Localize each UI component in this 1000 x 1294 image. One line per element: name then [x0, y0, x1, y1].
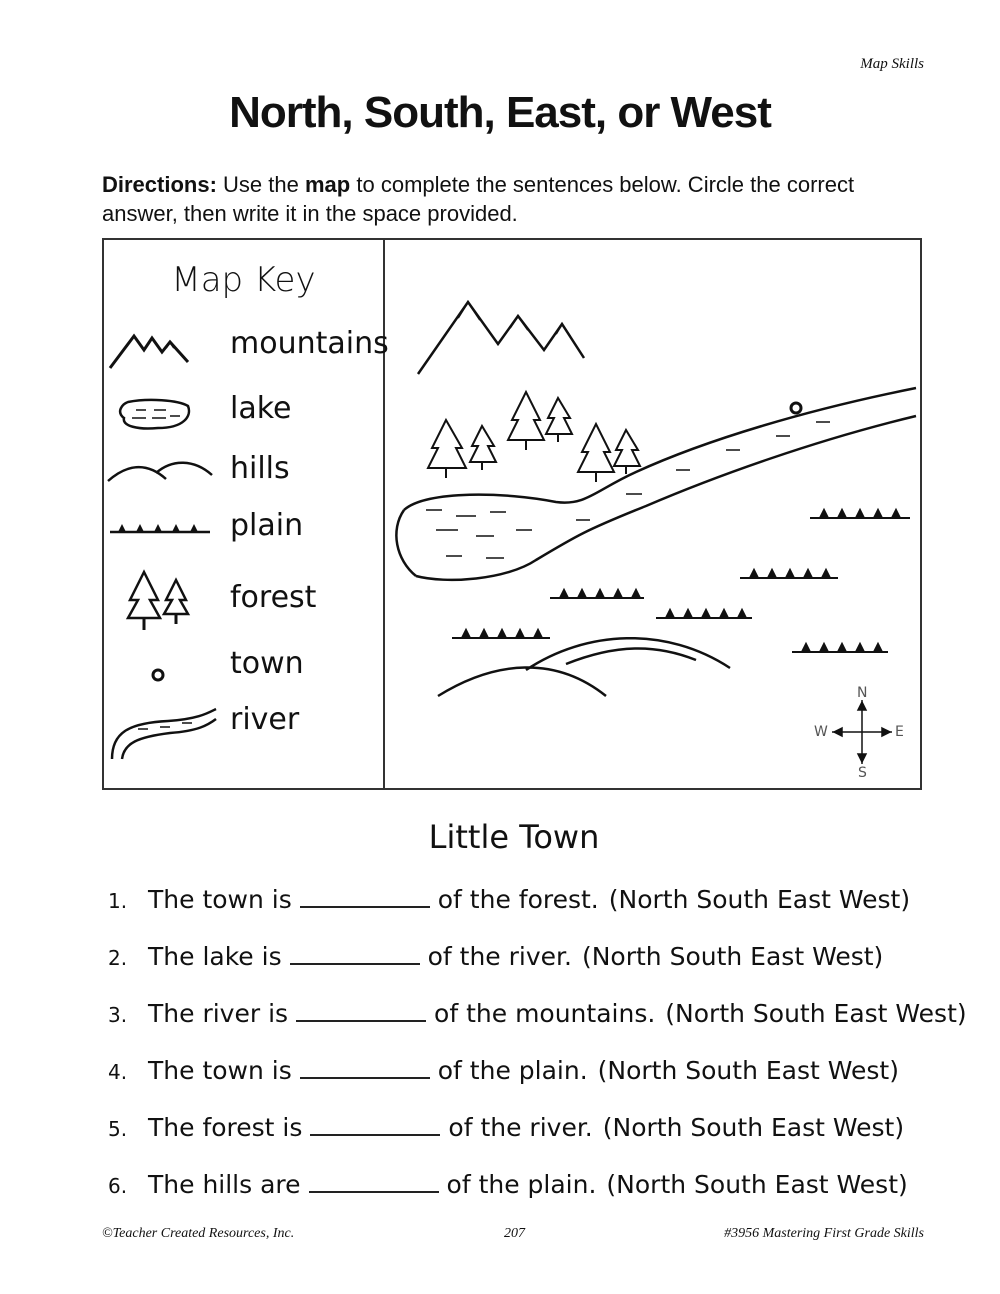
- section-header: Map Skills: [860, 56, 924, 72]
- directions-bold-word: map: [305, 172, 351, 197]
- key-label-lake: lake: [230, 391, 292, 426]
- map-forest: [428, 392, 640, 482]
- question-row: [108, 1053, 899, 1085]
- answer-options[interactable]: (North South East West): [665, 999, 967, 1028]
- question-text-before: The lake is: [148, 942, 282, 971]
- question-row: [108, 1110, 904, 1142]
- map-plains: [452, 510, 910, 652]
- map-town: [791, 403, 801, 413]
- town-icon: [150, 667, 166, 683]
- hills-icon: [106, 455, 216, 487]
- lake-icon: [118, 398, 193, 432]
- map-illustration: [386, 240, 920, 788]
- question-text-after: of the plain.: [437, 1056, 588, 1085]
- compass-rose: [832, 700, 892, 764]
- question-text-after: of the forest.: [437, 885, 599, 914]
- answer-blank[interactable]: [310, 1110, 440, 1136]
- answer-options[interactable]: (North South East West): [606, 1170, 908, 1199]
- question-number: 5.: [108, 1117, 128, 1141]
- forest-icon: [124, 570, 194, 634]
- question-text-after: of the river.: [427, 942, 572, 971]
- directions-text-after: to complete the sentences below. Circle the correct answer, then write it in the space provided.: [102, 172, 855, 226]
- footer-copyright: ©Teacher Created Resources, Inc.: [102, 1226, 295, 1241]
- question-row: [108, 1167, 908, 1199]
- answer-options[interactable]: (North South East West): [608, 885, 911, 914]
- map-key-title: Map Key: [171, 260, 316, 300]
- compass-north: N: [857, 685, 868, 701]
- answer-blank[interactable]: [296, 996, 426, 1022]
- answer-options[interactable]: (North South East West): [597, 1056, 899, 1085]
- mountains-icon: [108, 328, 193, 372]
- compass-east: E: [895, 724, 904, 740]
- key-label-plain: plain: [230, 508, 304, 543]
- answer-blank[interactable]: [300, 882, 430, 908]
- answer-options[interactable]: (North South East West): [581, 942, 884, 971]
- page-title: North, South, East, or West: [229, 88, 771, 137]
- key-label-hills: hills: [230, 451, 290, 486]
- question-row: [108, 939, 883, 971]
- answer-blank[interactable]: [290, 939, 420, 965]
- answer-blank[interactable]: [309, 1167, 439, 1193]
- question-number: 3.: [108, 1003, 128, 1027]
- question-text-before: The forest is: [148, 1113, 303, 1142]
- question-text-before: The river is: [148, 999, 289, 1028]
- question-number: 1.: [108, 889, 128, 913]
- key-label-forest: forest: [230, 580, 317, 615]
- map-lake-river: [396, 388, 916, 580]
- compass-south: S: [858, 765, 867, 781]
- footer-book-title: #3956 Mastering First Grade Skills: [724, 1226, 924, 1241]
- map-hills: [438, 638, 730, 696]
- plain-icon: [110, 516, 210, 536]
- answer-blank[interactable]: [300, 1053, 430, 1079]
- question-text-before: The town is: [148, 1056, 292, 1085]
- question-text-after: of the plain.: [446, 1170, 597, 1199]
- footer-page-number: 207: [504, 1226, 525, 1241]
- question-text-before: The town is: [148, 885, 292, 914]
- key-label-town: town: [230, 646, 304, 681]
- question-text-after: of the river.: [448, 1113, 593, 1142]
- answer-options[interactable]: (North South East West): [602, 1113, 905, 1142]
- question-row: [108, 882, 910, 914]
- key-label-mountains: mountains: [230, 326, 389, 361]
- compass-west: W: [814, 724, 828, 740]
- directions-text-before: Use the: [223, 172, 299, 197]
- question-number: 2.: [108, 946, 128, 970]
- directions-label: Directions:: [102, 172, 217, 197]
- question-row: [108, 996, 967, 1028]
- key-label-river: river: [230, 702, 300, 737]
- directions: [102, 170, 902, 228]
- map-divider: [383, 238, 385, 790]
- question-text-before: The hills are: [148, 1170, 301, 1199]
- question-number: 4.: [108, 1060, 128, 1084]
- map-subtitle: Little Town: [428, 818, 600, 856]
- map-mountains: [418, 302, 584, 374]
- river-icon: [108, 703, 218, 763]
- question-number: 6.: [108, 1174, 128, 1198]
- question-text-after: of the mountains.: [434, 999, 656, 1028]
